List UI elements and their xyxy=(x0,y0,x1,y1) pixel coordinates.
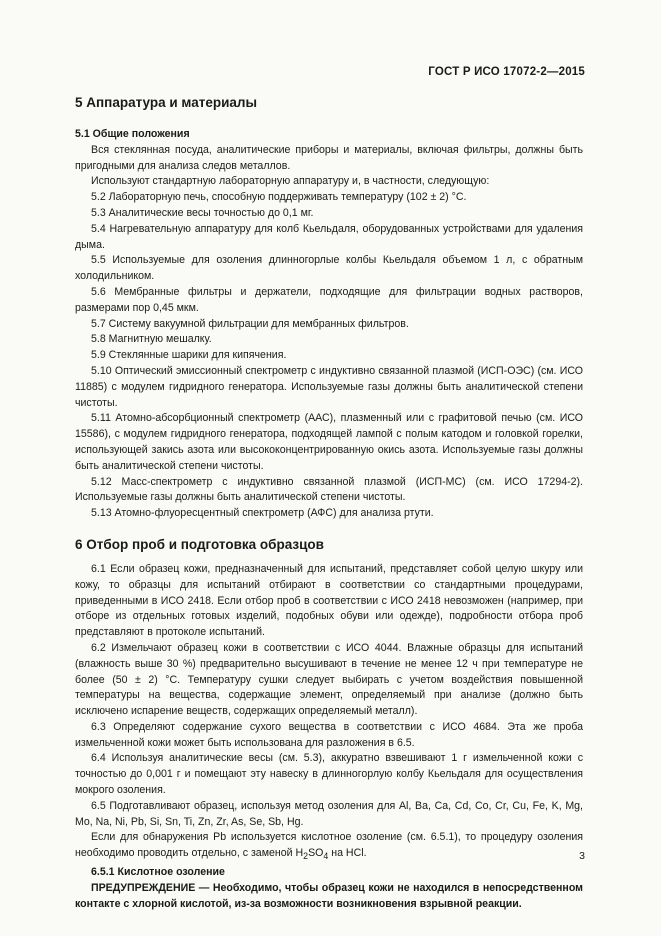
paragraph-6-5-pb-note xyxy=(75,830,583,865)
item-5-6: 5.6 Мембранные фильтры и держатели, подходящие для фильтрации водных растворов, размерами пор 0,45 мкм. xyxy=(75,285,583,314)
pb-note-sub-1: 2 xyxy=(303,851,309,862)
item-5-12: 5.12 Масс-спектрометр с индуктивно связанной плазмой (ИСП-МС) (см. ИСО 17294-2). Используемые газы должны быть аналитической степени чистоты. xyxy=(75,475,583,504)
paragraph-5-1-intro: Вся стеклянная посуда, аналитические приборы и материалы, включая фильтры, должны быть пригодными для анализа следов металлов. xyxy=(75,143,583,172)
section-5-title: 5 Аппаратура и материалы xyxy=(75,95,258,110)
item-5-3: 5.3 Аналитические весы точностью до 0,1 мг. xyxy=(91,206,314,219)
paragraph-6-3: 6.3 Определяют содержание сухого вещества в соответствии с ИСО 4684. Эта же проба измельченной кожи может быть использована для разложения в 6.5. xyxy=(75,720,583,749)
item-5-7: 5.7 Систему вакуумной фильтрации для мембранных фильтров. xyxy=(91,317,409,330)
item-5-9: 5.9 Стеклянные шарики для кипячения. xyxy=(91,349,287,362)
page-number: 3 xyxy=(579,850,585,862)
section-6-title: 6 Отбор проб и подготовка образцов xyxy=(75,536,324,552)
item-5-10: 5.10 Оптический эмиссионный спектрометр с индуктивно связанной плазмой (ИСП-ОЭС) (см. ИСО 11885) с модулем гидридного генератора. Используемые газы должны быть аналитической степени чистоты. xyxy=(75,364,583,409)
paragraph-6-4: 6.4 Используя аналитические весы (см. 5.3), аккуратно взвешивают 1 г измельченной кожи с точностью до 0,001 г и помещают эту навеску в длинногорлую колбу Кьельдаля для осуществления мокрого озоления. xyxy=(75,752,583,797)
paragraph-6-2: 6.2 Измельчают образец кожи в соответствии с ИСО 4044. Влажные образцы для испытаний (влажность выше 30 %) предварительно высушивают в течение не менее 12 ч при температуре не более (50 ± 2) °С. Температуру сушки следует выбирать с учетом воздействия повышенной температуры на вещества, содержащие элемент, определяемый при анализе (должно быть исключено испарение веществ, содержащих определяемый металл). xyxy=(75,641,583,718)
pb-note-text-c: на HCl. xyxy=(328,847,367,860)
item-5-5: 5.5 Используемые для озоления длинногорлые колбы Кьельдаля объемом 1 л, с обратным холодильником. xyxy=(75,254,583,283)
pb-note-text-b: SO xyxy=(308,847,324,860)
subsection-5-1-title: 5.1 Общие положения xyxy=(75,128,190,140)
item-5-11: 5.11 Атомно-абсорбционный спектрометр (ААС), плазменный или с графитовой печью (см. ИСО 15586), с модулем гидридного генератора, подходящей лампой с полым катодом и головкой горелки, использующей закись азота или высококонцентрированную окись азота. Используемые газы должны быть аналитической степени чистоты. xyxy=(75,412,583,472)
item-5-4: 5.4 Нагревательную аппаратуру для колб Кьельдаля, оборудованных устройствами для удаления дыма. xyxy=(75,222,583,251)
pb-note-text-a: Если для обнаружения Pb используется кислотное озоление (см. 6.5.1), то процедуру озоления необходимо проводить отдельно, с заменой H xyxy=(75,831,583,860)
item-5-13: 5.13 Атомно-флуоресцентный спектрометр (АФС) для анализа ртути. xyxy=(91,507,434,520)
document-code-header: ГОСТ Р ИСО 17072-2—2015 xyxy=(428,66,585,78)
warning-paragraph: ПРЕДУПРЕЖДЕНИЕ — Необходимо, чтобы образец кожи не находился в непосредственном контакте с хлорной кислотой, из-за возможности возникновения взрывной реакции. xyxy=(75,881,583,910)
pb-note-sub-2: 4 xyxy=(323,851,329,862)
item-5-2: 5.2 Лабораторную печь, способную поддерживать температуру (102 ± 2) °С. xyxy=(91,191,467,204)
subsection-6-5-1-title: 6.5.1 Кислотное озоление xyxy=(91,866,225,879)
page-content xyxy=(75,92,583,913)
paragraph-6-1: 6.1 Если образец кожи, предназначенный для испытаний, представляет собой целую шкуру или кожу, то образцы для испытаний отбирают в соответствии со стандартными процедурами, приведенными в ИСО 2418. Если отбор проб в соответствии с ИСО 2418 невозможен (например, при отборе из отдельных готовых изделий, подобных обуви или одежде), подробности отбора проб представляют в протоколе испытаний. xyxy=(75,562,583,639)
paragraph-6-5: 6.5 Подготавливают образец, используя метод озоления для Al, Ba, Ca, Cd, Co, Cr, Cu, Fe, K, Mg, Mo, Na, Ni, Pb, Si, Sn, Ti, Zn, Zr, As, Se, Sb, Hg. xyxy=(75,799,583,828)
item-5-8: 5.8 Магнитную мешалку. xyxy=(91,333,212,346)
paragraph-5-1-lead: Используют стандартную лабораторную аппаратуру и, в частности, следующую: xyxy=(91,175,490,188)
